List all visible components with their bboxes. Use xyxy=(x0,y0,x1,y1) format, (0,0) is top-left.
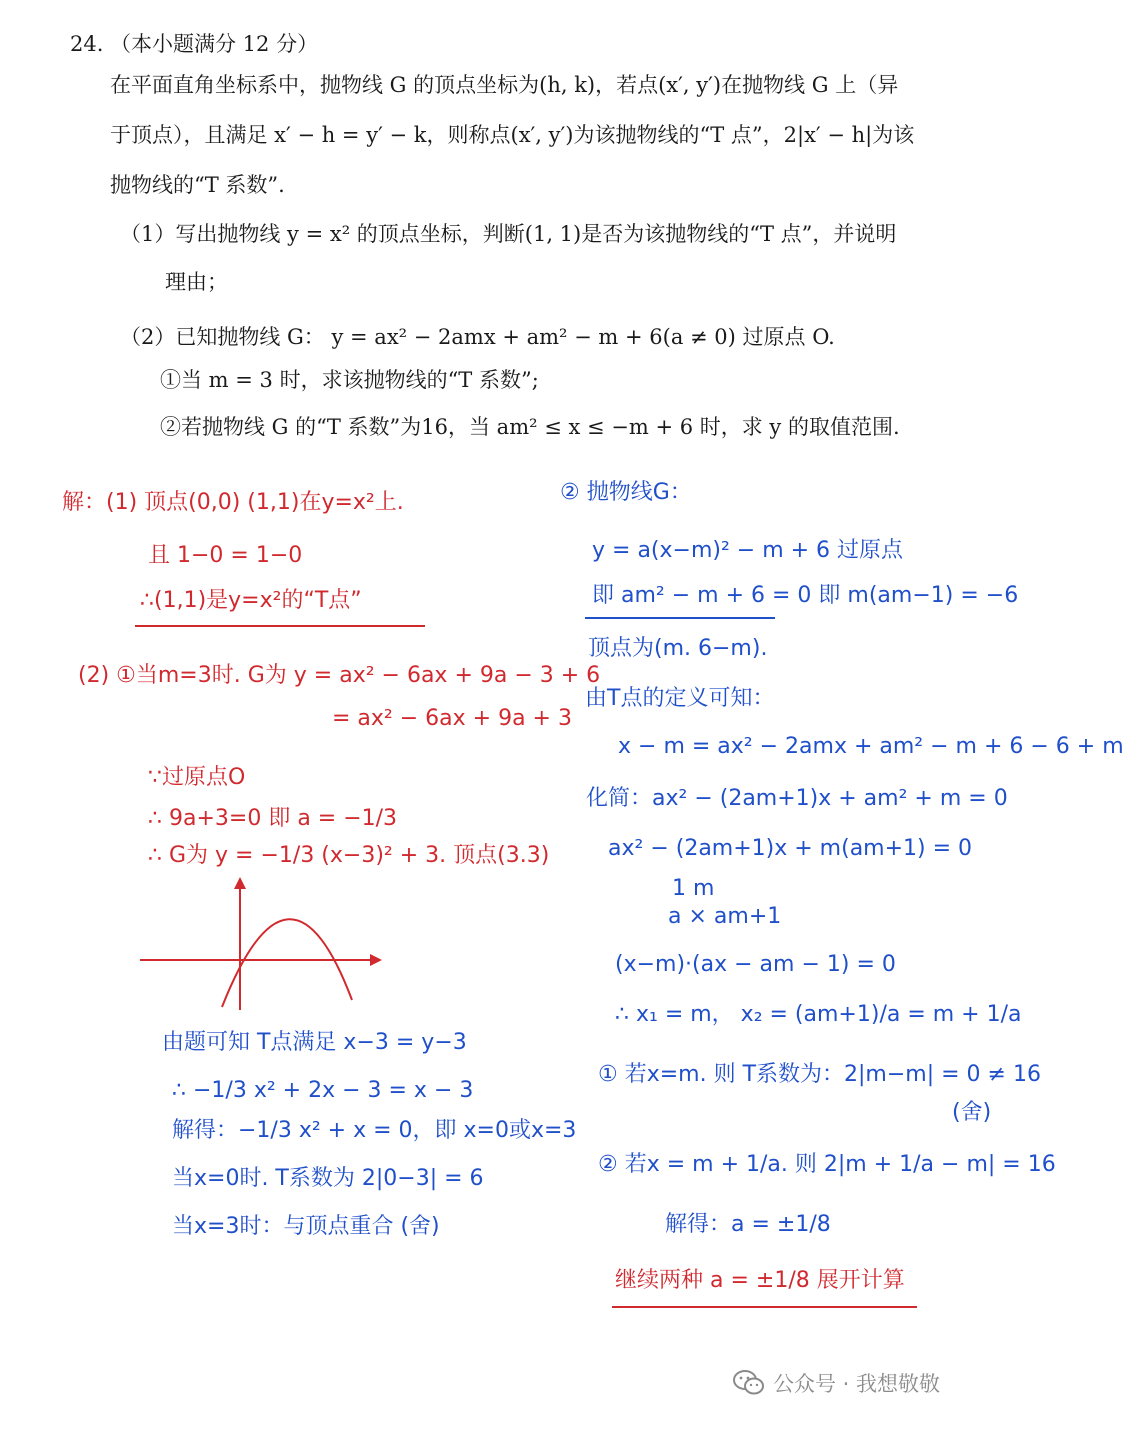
solution-part-2-line-3: ∵过原点O xyxy=(148,765,246,790)
solution-part-2-line-7: ∴ −1/3 x² + 2x − 3 = x − 3 xyxy=(172,1078,474,1103)
problem-intro-line-3: 抛物线的“T 系数”. xyxy=(110,173,285,197)
solution-right-line-12: ② 若x = m + 1/a. 则 2|m + 1/a − m| = 16 xyxy=(598,1152,1056,1177)
solution-part-2-line-5: ∴ G为 y = −1/3 (x−3)² + 3. 顶点(3.3) xyxy=(148,843,550,868)
solution-part-2-line-10: 当x=3时：与顶点重合 (舍) xyxy=(172,1214,440,1239)
solution-part-1-line-2: 且 1−0 = 1−0 xyxy=(148,543,303,568)
solution-part-2-line-4: ∴ 9a+3=0 即 a = −1/3 xyxy=(148,806,398,831)
solution-part-2-line-2: = ax² − 6ax + 9a + 3 xyxy=(332,706,572,731)
problem-intro-line-2: 于顶点），且满足 x′ − h = y′ − k，则称点(x′, y′)为该抛物线的“T 点”，2|x′ − h|为该 xyxy=(110,123,915,147)
problem-score: （本小题满分 12 分） xyxy=(110,32,319,56)
solution-part-1-line-1: 解：(1) 顶点(0,0) (1,1)在y=x²上. xyxy=(62,490,404,515)
solution-right-line-11: ① 若x=m. 则 T系数为：2|m−m| = 0 ≠ 16 xyxy=(598,1062,1041,1087)
watermark-text: 公众号 · 我想敬敬 xyxy=(773,1372,941,1396)
solution-right-line-3: 即 am² − m + 6 = 0 即 m(am−1) = −6 xyxy=(592,583,1019,608)
solution-part-2-line-6: 由题可知 T点满足 x−3 = y−3 xyxy=(162,1030,467,1055)
question-2-part-2: ②若抛物线 G 的“T 系数”为16，当 am² ≤ x ≤ −m + 6 时，求 y 的取值范围. xyxy=(160,415,900,439)
question-2: （2）已知抛物线 G： y = ax² − 2amx + am² − m + 6(a ≠ 0) 过原点 O. xyxy=(120,325,835,349)
question-1: （1）写出抛物线 y = x² 的顶点坐标，判断(1, 1)是否为该抛物线的“T 点”，并说明 xyxy=(120,222,897,246)
solution-right-line-4: 顶点为(m. 6−m). xyxy=(588,636,768,661)
solution-right-line-13: 解得：a = ±1/8 xyxy=(665,1212,831,1237)
solution-right-line-7: 化简：ax² − (2am+1)x + am² + m = 0 xyxy=(586,786,1008,811)
solution-right-line-6: x − m = ax² − 2amx + am² − m + 6 − 6 + m xyxy=(618,734,1124,759)
solution-right-line-10: ∴ x₁ = m， x₂ = (am+1)/a = m + 1/a xyxy=(615,1002,1022,1027)
solution-part-2-line-8: 解得：−1/3 x² + x = 0，即 x=0或x=3 xyxy=(172,1118,577,1143)
cross-method-bottom: a × am+1 xyxy=(668,904,782,929)
solution-right-line-8: ax² − (2am+1)x + m(am+1) = 0 xyxy=(608,836,973,861)
solution-right-line-5: 由T点的定义可知： xyxy=(585,686,775,711)
solution-part-1-line-3: ∴(1,1)是y=x²的“T点” xyxy=(140,588,362,613)
solution-part-2-line-1: (2) ①当m=3时. G为 y = ax² − 6ax + 9a − 3 + 6 xyxy=(78,663,601,688)
cross-method-top: 1 m xyxy=(672,876,715,901)
solution-right-line-9: (x−m)·(ax − am − 1) = 0 xyxy=(615,952,896,977)
continue-note: 继续两种 a = ±1/8 展开计算 xyxy=(615,1268,905,1293)
question-1-cont: 理由； xyxy=(165,270,228,294)
watermark xyxy=(733,1368,940,1398)
solution-part-2-line-9: 当x=0时. T系数为 2|0−3| = 6 xyxy=(172,1166,484,1191)
wechat-icon xyxy=(733,1369,765,1397)
parabola-sketch xyxy=(140,875,390,1015)
solution-right-line-11-note: (舍) xyxy=(952,1100,992,1125)
underline-part-1 xyxy=(135,625,425,627)
problem-number: 24. xyxy=(70,32,104,56)
solution-right-line-2: y = a(x−m)² − m + 6 过原点 xyxy=(592,538,904,563)
solution-right-line-1: ② 抛物线G： xyxy=(560,480,692,505)
question-2-part-1: ①当 m = 3 时，求该抛物线的“T 系数”; xyxy=(160,368,539,392)
underline-right-1 xyxy=(585,617,775,619)
problem-intro-line-1: 在平面直角坐标系中，抛物线 G 的顶点坐标为(h, k)，若点(x′, y′)在抛物线 G 上（异 xyxy=(110,73,899,97)
underline-continue-note xyxy=(612,1306,917,1308)
